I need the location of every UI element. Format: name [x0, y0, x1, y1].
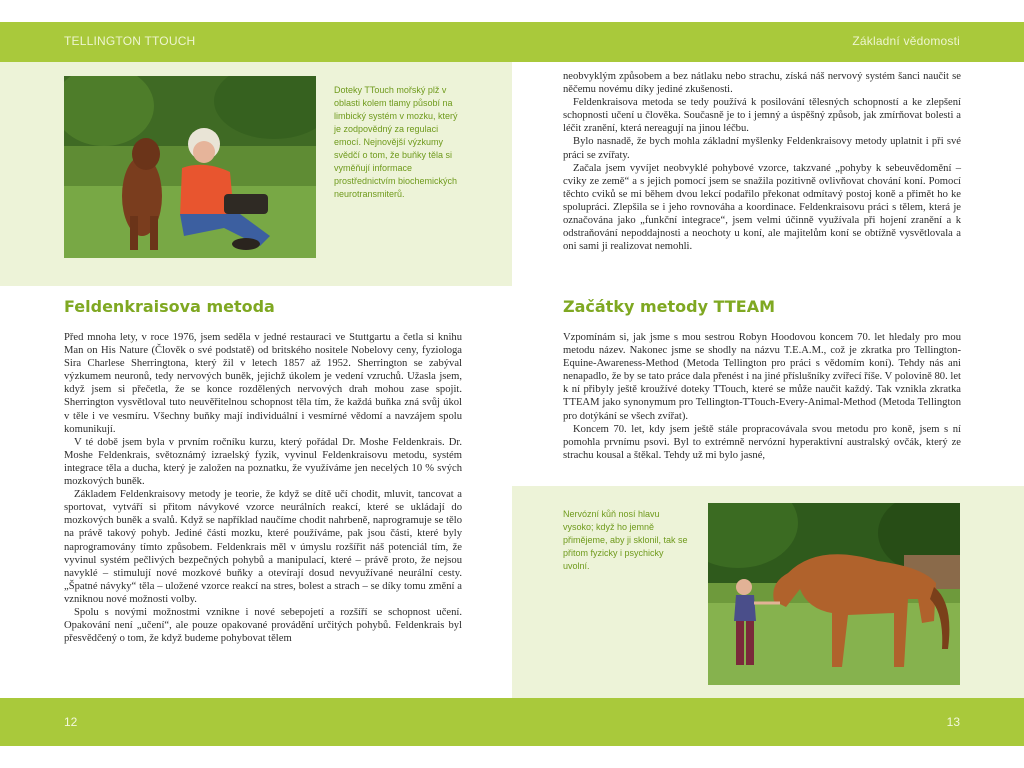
- paragraph: Spolu s novými možnostmi vznikne i nové sebepojetí a rozšíří se schopnost učení. Opakování není „učení“, ale pouze opakované provádění určitých pohybů. Feldenkrais byl přesvědčený o tom, že když budeme pohybovat tělem: [64, 606, 462, 645]
- paragraph: Vzpomínám si, jak jsme s mou sestrou Robyn Hoodovou koncem 70. let hledaly pro mou metodu název. Nakonec jsme se shodly na názvu T.E.A.M., což je zkratka pro Tellington-Equine-Awareness-Method (Metoda Tellington pro práci s vědomím koní). Tehdy nás ani nenapadlo, že by se tato práce dala přenést i na jiné příslušníky zvířecí říše. V polovině 80. let k ní přibyly ještě kroužívé doteky TTouch, které se může naučit každý. Tak vznikla zkratka TTEAM jako synonymum pro Tellington-TTouch-Every-Animal-Method (Metoda Tellington pro dotýkání se všech zvířat).: [563, 332, 961, 422]
- section-heading-feldenkrais: Feldenkraisova metoda: [64, 297, 275, 316]
- photo-caption-right: Nervózní kůň nosí hlavu vysoko; když ho jemně přimějeme, aby ji sklonil, tak se přitom fyzicky i psychicky uvolní.: [563, 509, 688, 571]
- footer-band: [0, 698, 1024, 746]
- paragraph: Začala jsem vyvíjet neobvyklé pohybové vzorce, takzvané „pohyby k sebeuvědomění – cviky ze země“ a s jejich pomocí jsem se snažila pozitivně ovlivňovat chování koní. Pomocí těchto cviků se mi během dvou lekcí podařilo překonat odmítavý postoj koně a přimět ho ke spolupráci. Zlepšila se i jeho rovnováha a koordinace. Feldenkraisovu práci s tělem, která je označována jako „funkční integrace“, jsem velmi účinně využívala při hojení zranění a k odstraňování nepoddajnosti a neochoty u koní, ale majitelům koní se obtížně vysvětlovala a oni sami ji realizovat nemohli.: [563, 162, 961, 253]
- paragraph: Koncem 70. let, kdy jsem ještě stále propracovávala svou metodu pro koně, jsem s ní pomohla prvnímu psovi. Byl to extrémně nervózní hyperaktivní australský ovčák, který ze strachu kousal a štěkal. Tehdy už mi bylo jasné,: [563, 423, 961, 461]
- section-heading-tteam: Začátky metody TTEAM: [563, 297, 776, 316]
- page-number-right: 13: [946, 715, 960, 729]
- left-body-text: [64, 331, 462, 687]
- right-body-text-mid: [563, 331, 961, 483]
- running-head-left: TELLINGTON TTOUCH: [64, 34, 196, 48]
- woman-with-dog-photo-icon: [64, 76, 316, 258]
- paragraph: V té době jsem byla v prvním ročníku kurzu, který pořádal Dr. Moshe Feldenkrais. Dr. Moshe Feldenkrais, světoznámý izraelský fyzik, vyvinul Feldenkraisovu metodu, systém integrace těla a ducha, který je založen na poznatku, že využíváme jen necelých 10 % svých mozkových buněk.: [64, 436, 462, 488]
- right-body-text-top: [563, 70, 961, 280]
- woman-with-horse-photo-icon: [708, 503, 960, 685]
- paragraph: neobvyklým způsobem a bez nátlaku nebo strachu, získá náš nervový systém šanci naučit se něčemu novému díky jediné zkušenosti.: [563, 71, 961, 96]
- paragraph: Základem Feldenkraisovy metody je teorie, že když se dítě učí chodit, mluvit, tancovat a sportovat, vytváří si přitom návykové vzorce neurálních reakcí, které se ukládají do mozkových buněk a svalů. Když se například naučíme chodit nahrbeně, naprogramuje se tělo na právě takový pohyb. Jediné části mozku, které používáme, pak jsou části, které byly naprogramovány tímto způsobem. Feldenkrais měl v úmyslu rozšířit náš potenciál tím, že vyvinul systém pečlivých bezpečných pohybů a manipulací, které – právě proto, že nejsou navyklé – stimulují nové mozkové buňky a otevírají dosud nevyužívané neurální cesty. „Špatné návyky“ těla – uložené vzorce reakcí na stres, bolest a strach – se díky tomu změní a vzniknou nové možnosti volby.: [64, 489, 462, 605]
- page-number-left: 12: [64, 715, 78, 729]
- paragraph: Feldenkraisova metoda se tedy používá k posilování tělesných schopností a ke zlepšení schopnosti učení u člověka. Současně je to i jemný a úspěšný způsob, jak zmírňovat bolesti a léčit zranění, která nereagují na jinou léčbu.: [563, 97, 961, 135]
- running-head-right: Základní vědomosti: [852, 34, 960, 48]
- paragraph: Před mnoha lety, v roce 1976, jsem seděla v jedné restauraci ve Stuttgartu a četla si knihu Man on His Nature (Člověk o své podstatě) od britského nositele Nobelovy ceny, fyziologa Sira Charlese Sherringtona, který žil v letech 1857 až 1952. Sherrington se zabýval výzkumem neuronů, tedy nervových buněk, jejichž úkolem je vedení vzruchů. Užasla jsem, když jsem si přečetla, že se konce rozdělených nervových drah mohou zase spojit. Sherrington vysvětloval tuto neuvěřitelnou schopnost těla tím, že každá buňka zná svůj úkol v těle i ve vesmíru. Všechny buňky mají individuální i vesmírné vědomí a navzájem spolu komunikují.: [64, 332, 462, 435]
- paragraph: Bylo nasnadě, že bych mohla základní myšlenky Feldenkraisovy metody uplatnit i při své práci se zvířaty.: [563, 136, 961, 161]
- photo-caption-left: Doteky TTouch mořský plž v oblasti kolem tlamy působí na limbický systém v mozku, který je zodpovědný za regulaci emocí. Nejnovější výzkumy svědčí o tom, že buňky těla si vyměňují informace prostřednictvím biochemických neurotransmiterů.: [334, 85, 458, 199]
